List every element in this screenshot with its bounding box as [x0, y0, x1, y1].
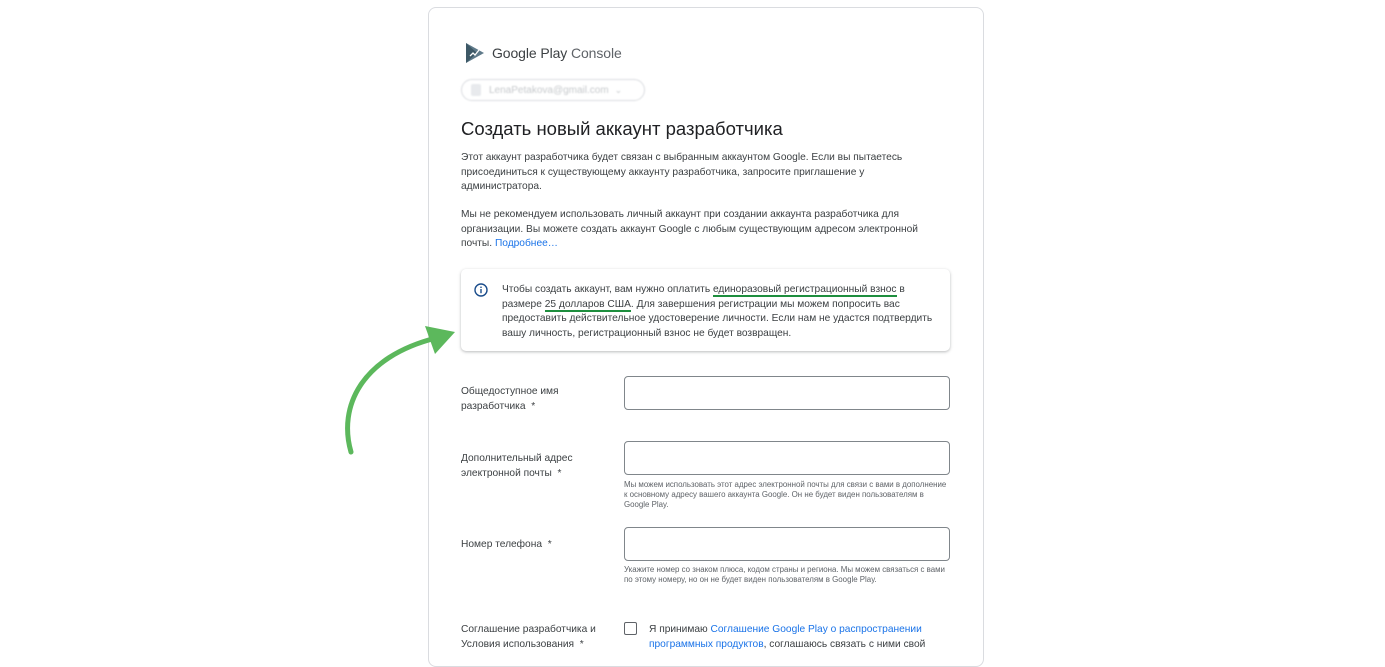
fee-text-part1: Чтобы создать аккаунт, вам нужно оплатить [502, 284, 713, 295]
account-icon [471, 84, 481, 96]
brand-name: Google Play [492, 45, 568, 61]
registration-fee-link[interactable]: единоразовый регистрационный взнос [712, 284, 897, 295]
agreement-checkbox[interactable] [624, 622, 637, 635]
phone-input[interactable] [624, 527, 950, 561]
agreement-text [649, 622, 949, 652]
contact-email-input[interactable] [624, 441, 950, 475]
info-icon [474, 283, 488, 297]
chevron-down-icon: ⌄ [614, 84, 623, 95]
account-switcher[interactable] [461, 79, 645, 101]
account-email: LenaPetakova@gmail.com [489, 84, 609, 96]
contact-email-label [461, 451, 581, 481]
google-play-console-logo [464, 42, 622, 64]
developer-name-label-text: Общедоступное имя разработчика [461, 386, 559, 412]
required-marker: * [531, 401, 536, 412]
agreement-text-before: Я принимаю [649, 624, 711, 635]
brand-suffix: Console [570, 45, 622, 61]
agreement-text-after: , соглашаюсь связать с ними свой [763, 639, 926, 650]
learn-more-link[interactable]: Подробнее… [494, 238, 558, 249]
required-marker: * [557, 468, 562, 479]
contact-email-hint: Мы можем использовать этот адрес электронной почты для связи с вами в дополнение к основному адресу вашего аккаунта Google. Он не будет виден пользователям в Google Play. [624, 480, 947, 509]
org-account-paragraph [461, 208, 941, 252]
green-arrow-annotation [336, 322, 461, 457]
agreement-label [461, 622, 611, 652]
fee-info-text [502, 283, 942, 341]
phone-label [461, 537, 611, 552]
agreement-label-text: Соглашение разработчика и Условия использования [461, 624, 596, 650]
required-marker: * [547, 539, 552, 550]
phone-label-text: Номер телефона [461, 539, 543, 550]
developer-name-label [461, 384, 611, 414]
fee-amount: 25 долларов США [544, 298, 631, 310]
phone-hint: Укажите номер со знаком плюса, кодом страны и региона. Мы можем связаться с вами по этому номеру, но он не будет виден пользователям в Google Play. [624, 565, 945, 584]
play-console-icon [464, 42, 486, 64]
developer-name-input[interactable] [624, 376, 950, 410]
fee-text-part2: в размере [502, 284, 905, 310]
page-title: Создать новый аккаунт разработчика [461, 118, 783, 139]
intro-paragraph: Этот аккаунт разработчика будет связан с выбранным аккаунтом Google. Если вы пытаетесь присоединиться к существующему аккаунту разработчика, запросите приглашение у администратора. [461, 152, 903, 192]
contact-email-label-text: Дополнительный адрес электронной почты [461, 453, 573, 479]
org-account-text: Мы не рекомендуем использовать личный аккаунт при создании аккаунта разработчика для организации. Вы можете создать аккаунт Google с любым существующим адресом электронной почты. [461, 209, 918, 249]
distribution-agreement-link[interactable]: Соглашение Google Play о распространении программных продуктов [649, 624, 922, 650]
required-marker: * [579, 639, 584, 650]
fee-text-part3: . Для завершения регистрации мы можем попросить вас предоставить действительное удостоверение личности. Если нам не удастся подтвердить вашу личность, регистрационный взнос не будет возвращен. [502, 298, 933, 339]
